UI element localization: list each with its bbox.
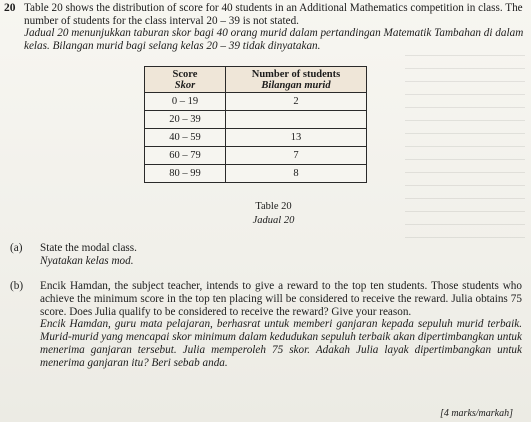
count-cell (226, 111, 367, 129)
marks-allocation: [4 marks/markah] (439, 408, 513, 419)
score-distribution-table (144, 66, 367, 183)
part-a-label: (a) (10, 242, 23, 254)
part-a-question (40, 242, 510, 268)
count-cell: 13 (226, 129, 367, 147)
part-b-malay: Encik Hamdan, guru mata pelajaran, berhasrat untuk memberi ganjaran kepada sepuluh murid terbaik. Murid-murid yang mencapai skor minimum dalam kedudukan sepuluh terbaik akan dipertimbangkan untuk menerima ganjaran tersebut. Julia memperoleh 75 skor. Adakah Julia layak dipertimbangkan untuk menerima ganjaran itu? Beri sebab anda. (40, 318, 522, 369)
header-score: Score Skor (145, 67, 226, 93)
count-cell: 8 (226, 165, 367, 183)
score-cell: 40 – 59 (145, 129, 226, 147)
table-caption-malay: Jadual 20 (252, 215, 295, 226)
count-cell: 2 (226, 93, 367, 111)
table-caption-english: Table 20 (255, 201, 292, 212)
intro-malay: Jadual 20 menunjukkan taburan skor bagi 40 orang murid dalam pertandingan Matematik Tambahan di dalam kelas. Bilangan murid bagi selang kelas 20 – 39 tidak dinyatakan. (24, 27, 524, 52)
part-a-english: State the modal class. (40, 242, 137, 254)
question-number: 20 (4, 2, 16, 14)
part-b-english: Encik Hamdan, the subject teacher, intends to give a reward to the top ten students. Those students who achieve the minimum score in the top ten placing will be considered to receive the reward. Julia obtains 75 score. Does Julia qualify to be considered to receive the reward? Give your reason. (40, 280, 522, 318)
part-b-question (40, 280, 522, 370)
score-cell: 60 – 79 (145, 147, 226, 165)
score-cell: 80 – 99 (145, 165, 226, 183)
table-row (145, 165, 367, 183)
table-row (145, 93, 367, 111)
table-row (145, 147, 367, 165)
table-row (145, 129, 367, 147)
header-number-of-students: Number of students Bilangan murid (226, 67, 367, 93)
part-b-label: (b) (10, 280, 24, 292)
question-intro (24, 2, 524, 52)
score-cell: 20 – 39 (145, 111, 226, 129)
count-cell: 7 (226, 147, 367, 165)
score-cell: 0 – 19 (145, 93, 226, 111)
part-a-malay: Nyatakan kelas mod. (40, 254, 134, 267)
intro-english: Table 20 shows the distribution of score for 40 students in an Additional Mathematics competition in class. The number of students for the class interval 20 – 39 is not stated. (24, 2, 523, 27)
table-row (145, 111, 367, 129)
